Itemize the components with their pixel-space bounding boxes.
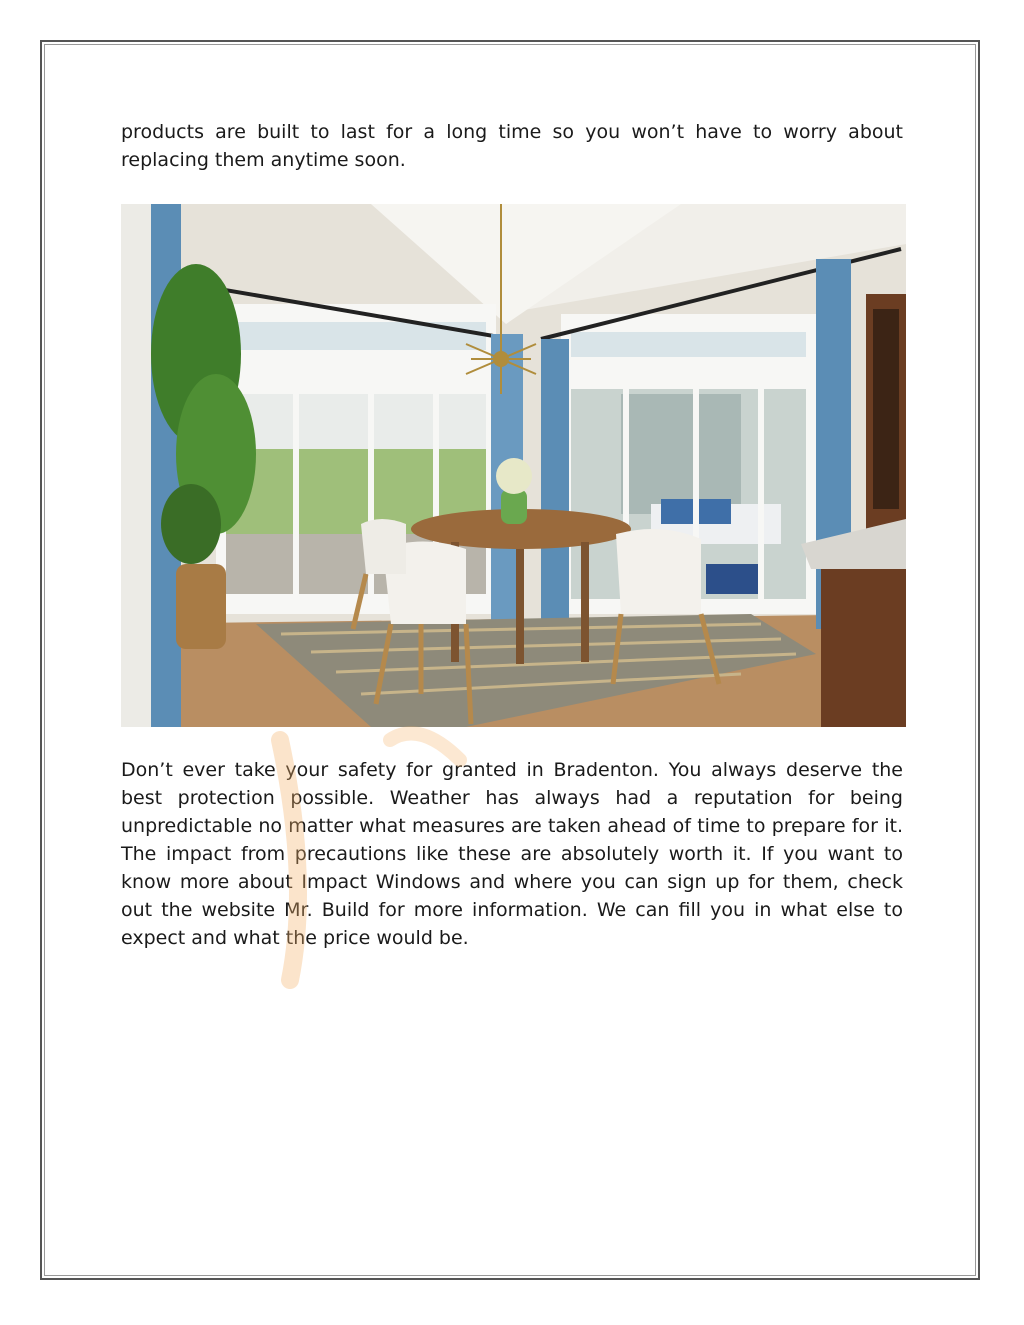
paragraph-closing: Don’t ever take your safety for granted in Bradenton. You always deserve the best protection possible. Weather has always had a reputation for being unpredictable no matter what measures are taken ahead of time to prepare for it. The impact from precautions like these are absolutely worth it. If you want to know more about Impact Windows and where you can sign up for them, check out the website Mr. Build for more information. We can fill you in what else to expect and what the price would be. xyxy=(121,759,903,949)
paragraph-intro: products are built to last for a long time so you won’t have to worry about replacing them anytime soon. xyxy=(121,121,903,171)
dining-room-photo xyxy=(121,204,906,727)
